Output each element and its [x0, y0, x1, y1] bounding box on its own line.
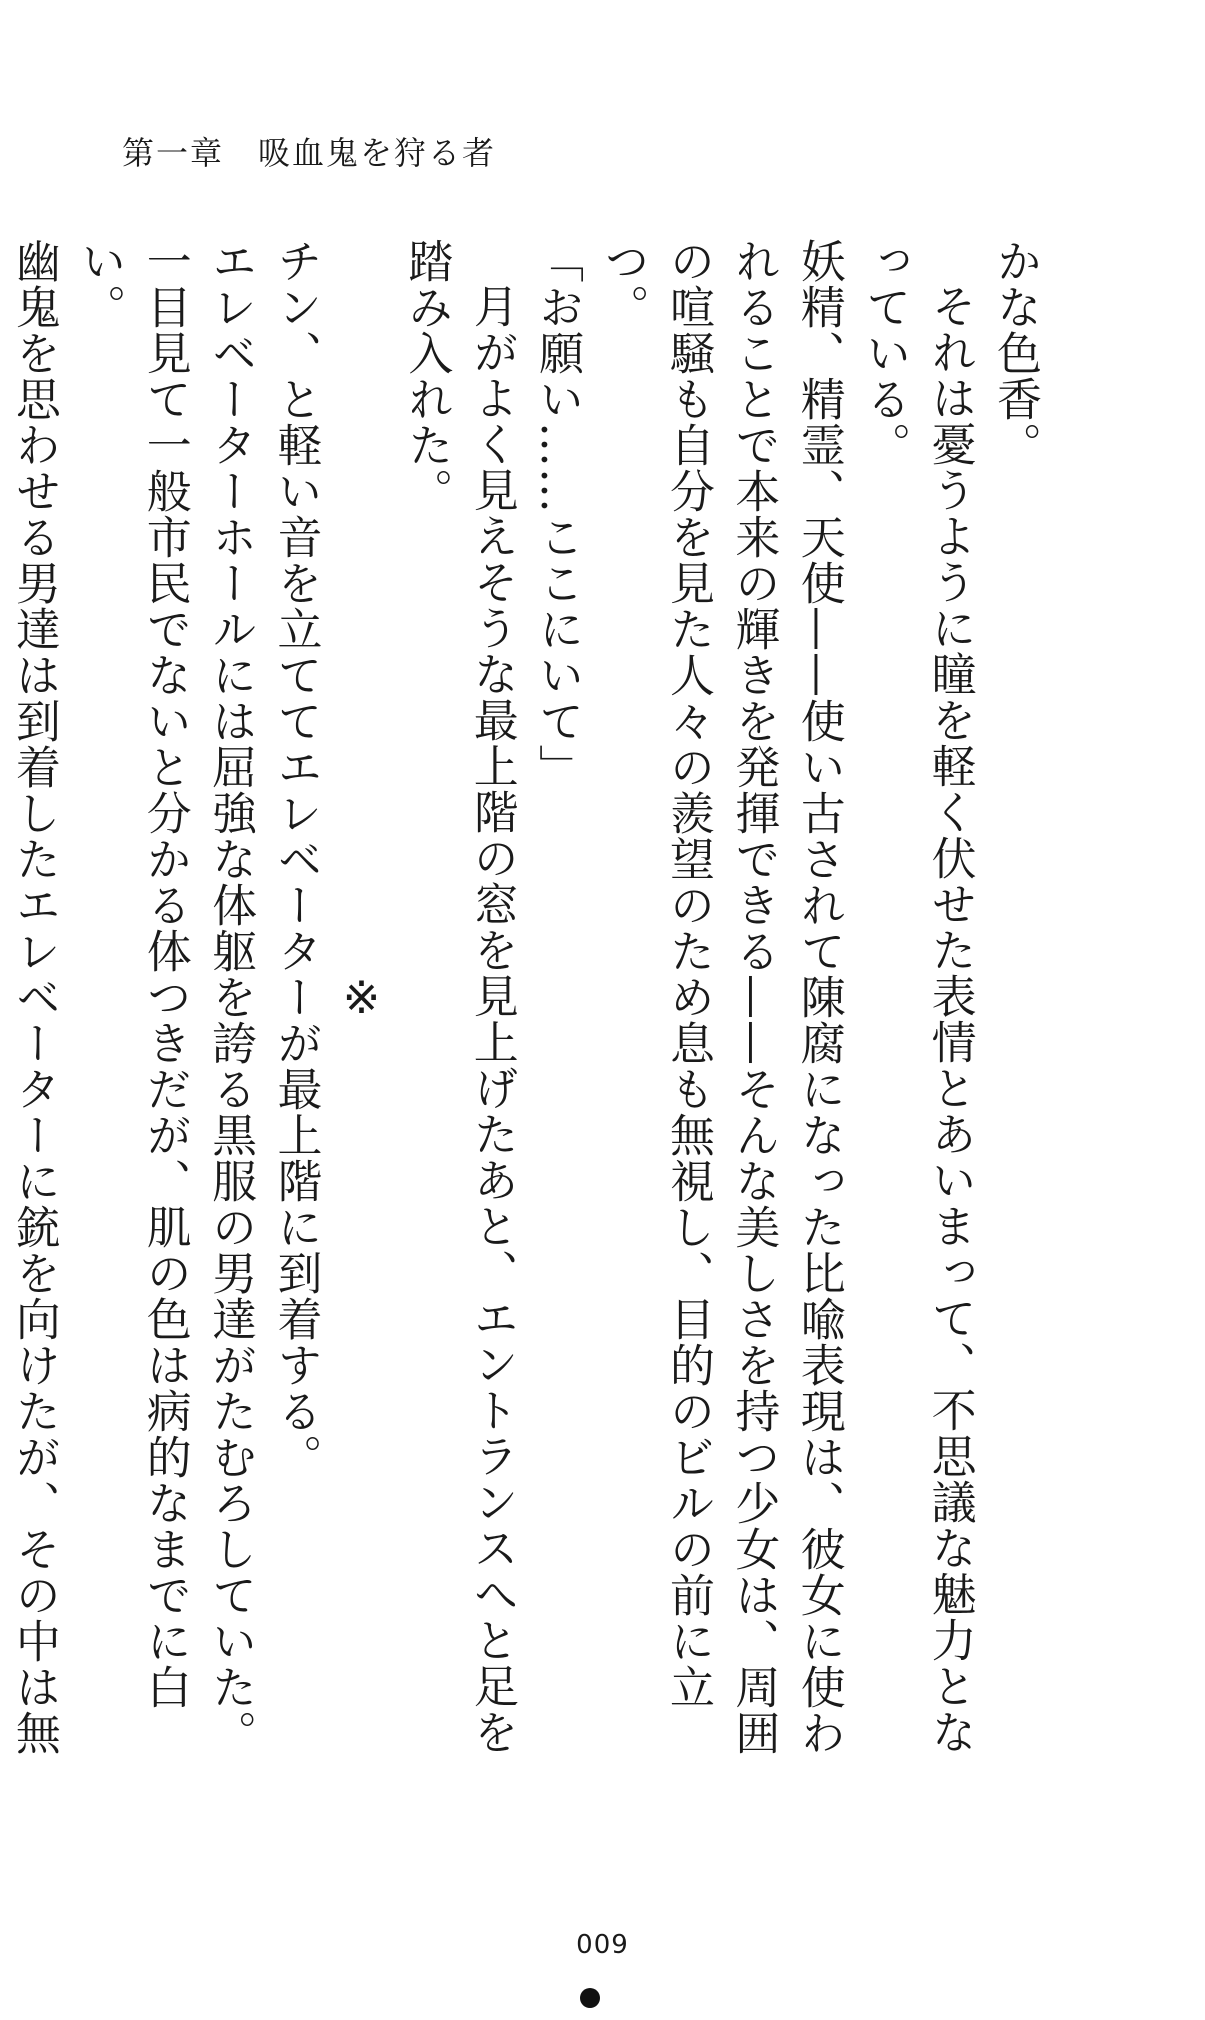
paragraph: それは憂うように瞳を軽く伏せた表情とあいまって、不思議な魅力となっている。	[858, 238, 977, 1755]
paragraph: エレベーターホールには屈強な体躯を誇る黒服の男達がたむろしていた。一目見て一般市民でないと分かる体つきだが、肌の色は病的なまでに白い。	[73, 238, 258, 1756]
section-break-mark: ※	[334, 971, 388, 1025]
page-number: 009	[576, 1930, 629, 1960]
paragraph: チン、と軽い音を立ててエレベーターが最上階に到着する。	[269, 238, 323, 1480]
paragraph: 月がよく見えそうな最上階の窓を見上げたあと、エントランスへと足を踏み入れた。	[400, 238, 519, 1755]
folio-dot	[580, 1988, 600, 2008]
paragraph: 妖精、精霊、天使——使い古されて陳腐になった比喩表現は、彼女に使われることで本来の輝きを発揮できる——そんな美しさを持つ少女は、周囲の喧騒も自分を見た人々の羨望のため息も無視し、目的のビルの前に立つ。	[596, 238, 846, 1756]
body-text	[7, 238, 1048, 1758]
paragraph: かな色香。	[989, 238, 1042, 468]
dialogue-line: 「お願い……ここにいて」	[531, 238, 585, 790]
running-head: 第一章 吸血鬼を狩る者	[122, 134, 497, 172]
paragraph: 幽鬼を思わせる男達は到着したエレベーターに銃を向けたが、その中は無	[7, 238, 61, 1756]
